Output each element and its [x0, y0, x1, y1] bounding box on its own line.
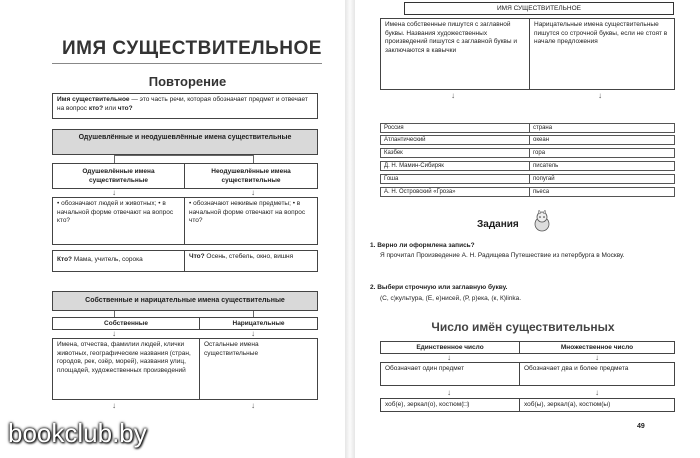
arrow-down-icon: ↓: [112, 188, 116, 197]
proper-right-text: Остальные имена существительные: [199, 338, 318, 400]
task2-text: (С, с)культура, (Е, е)нисей, (Р, р)ека, (к, К)linka.: [380, 295, 522, 302]
watermark: bookclub.by: [8, 418, 147, 448]
pair-proper: Атлантический: [380, 135, 530, 145]
animate-right-examples: [184, 250, 318, 272]
animate-col-left: Одушевлённые имена существительные: [52, 163, 185, 189]
definition-term: Имя существительное: [57, 96, 130, 103]
page-number: 49: [637, 423, 645, 430]
proper-header: Собственные и нарицательные имена существительные: [52, 291, 318, 311]
arrow-down-icon: ↓: [251, 188, 255, 197]
pair-common: страна: [529, 123, 675, 133]
pair-proper: Гоша: [380, 174, 530, 184]
left-page: [0, 0, 345, 458]
arrow-down-icon: ↓: [112, 329, 116, 338]
number-col-left: Единственное число: [380, 341, 520, 354]
arrow-down-icon: ↓: [447, 353, 451, 362]
proper-col-left: Собственные: [52, 317, 200, 330]
animate-left-examples: [52, 250, 185, 272]
arrow-down-icon: ↓: [595, 388, 599, 397]
number-left-examples: хоб(е), зеркал(о), костюм(□): [380, 398, 520, 412]
number-title: Число имён существительных: [431, 320, 615, 334]
running-header: ИМЯ СУЩЕСТВИТЕЛЬНОЕ: [404, 2, 674, 15]
pair-proper: Казбек: [380, 148, 530, 158]
connector-line: [114, 155, 254, 156]
right-page: [355, 0, 700, 458]
definition-q2: что?: [117, 104, 133, 112]
arrow-down-icon: ↓: [112, 401, 116, 410]
arrow-down-icon: ↓: [447, 388, 451, 397]
title-divider: [52, 63, 322, 64]
pair-common: писатель: [529, 161, 675, 171]
pair-common: гора: [529, 148, 675, 158]
number-left-desc: Обозначает один предмет: [380, 362, 520, 386]
animate-col-right: Неодушевлённые имена существительные: [184, 163, 318, 189]
example-words: Осень, стебель, окно, вишня: [204, 253, 294, 260]
definition-box: [52, 93, 318, 119]
pair-common: пьеса: [529, 187, 675, 197]
number-right-desc: Обозначает два и более предмета: [519, 362, 675, 386]
arrow-down-icon: ↓: [451, 91, 455, 100]
number-col-right: Множественное число: [519, 341, 675, 354]
task1-title: 1. Верно ли оформлена запись?: [370, 242, 475, 249]
arrow-down-icon: ↓: [598, 91, 602, 100]
definition-q1: кто?: [88, 104, 104, 112]
number-right-examples: хоб(ы), зеркал(а), костюм(ы): [519, 398, 675, 412]
example-question: Что?: [189, 253, 205, 260]
definition-text: — это часть речи, которая обозначает предмет и отвечает на вопрос: [57, 96, 308, 112]
page-title: ИМЯ СУЩЕСТВИТЕЛЬНОЕ: [62, 38, 322, 59]
cat-mascot-icon: [532, 210, 552, 232]
arrow-down-icon: ↓: [251, 401, 255, 410]
pair-proper: Россия: [380, 123, 530, 133]
section-subtitle: Повторение: [148, 74, 227, 89]
pair-proper: Д. Н. Мамин-Сибиряк: [380, 161, 530, 171]
animate-header: Одушевлённые и неодушевлённые имена существительные: [52, 129, 318, 155]
example-question: Кто?: [57, 256, 73, 263]
common-rule-box: Нарицательные имена существительные пишутся со строчной буквы, если не стоят в начале предложения: [529, 18, 675, 90]
proper-rule-box: Имена собственные пишутся с заглавной буквы. Названия художественных произведений пишутся с заглавной буквы и заключаются в кавычки: [380, 18, 530, 90]
task2-title: 2. Выбери строчную или заглавную букву.: [370, 284, 508, 291]
example-words: Мама, учитель, сорока: [72, 256, 143, 263]
pair-proper: А. Н. Островский «Гроза»: [380, 187, 530, 197]
book-spine: [345, 0, 355, 458]
connector-line: [114, 155, 115, 163]
arrow-down-icon: ↓: [251, 329, 255, 338]
pair-common: океан: [529, 135, 675, 145]
animate-right-points: • обозначают неживые предметы; • в начальной форме отвечают на вопрос что?: [184, 197, 318, 245]
arrow-down-icon: ↓: [595, 353, 599, 362]
proper-left-text: Имена, отчества, фамилии людей, клички животных, географические названия (стран, городов, рек, озёр, морей), названия улиц, площадей, художественных произведений: [52, 338, 200, 400]
task1-text: Я прочитал Произведение А. Н. Радищева Путешествие из петербурга в Москву.: [380, 252, 625, 259]
tasks-title: Задания: [477, 219, 519, 230]
connector-line: [253, 155, 254, 163]
definition-or: или: [103, 104, 118, 112]
animate-left-points: • обозначают людей и животных; • в начальной форме отвечают на вопрос кто?: [52, 197, 185, 245]
proper-col-right: Нарицательные: [199, 317, 318, 330]
pair-common: попугай: [529, 174, 675, 184]
